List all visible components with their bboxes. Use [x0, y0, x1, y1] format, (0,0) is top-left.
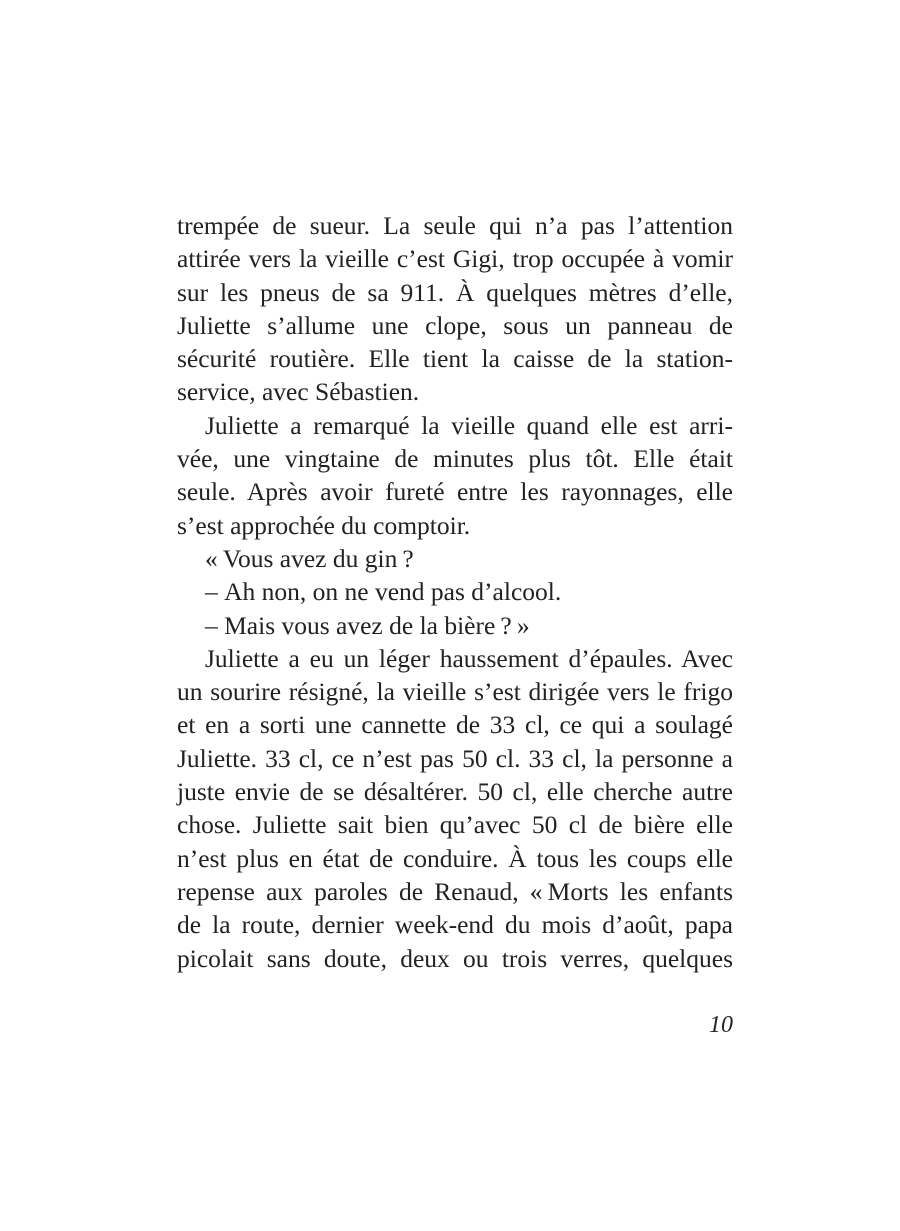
text-line: n’est plus en état de conduire. À tous les coups elle: [177, 843, 733, 873]
text-line: – Mais vous avez de la bière ? »: [205, 610, 530, 640]
text-line: un sourire résigné, la vieille s’est dirigée vers le frigo: [177, 677, 733, 707]
text-line: Juliette. 33 cl, ce n’est pas 50 cl. 33 cl, la personne a: [177, 743, 733, 773]
text-line: Juliette a remarqué la vieille quand elle est arri-: [205, 410, 733, 440]
text-line: vée, une vingtaine de minutes plus tôt. Elle était: [177, 444, 733, 474]
paragraph: [177, 642, 733, 975]
paragraph: [177, 409, 733, 542]
text-line: repense aux paroles de Renaud, « Morts les enfants: [177, 876, 733, 906]
paragraph: [177, 609, 733, 642]
text-line: Juliette s’allume une clope, sous un panneau de: [177, 310, 733, 340]
text-line: picolait sans doute, deux ou trois verres, quelques: [177, 943, 733, 973]
text-line: chose. Juliette sait bien qu’avec 50 cl de bière elle: [177, 810, 733, 840]
text-line: – Ah non, on ne vend pas d’alcool.: [205, 577, 562, 607]
text-line: s’est approchée du comptoir.: [177, 510, 471, 540]
page-number: 10: [709, 1012, 733, 1038]
text-line: sur les pneus de sa 911. À quelques mètres d’elle,: [177, 277, 733, 307]
text-line: Juliette a eu un léger haussement d’épaules. Avec: [205, 643, 733, 673]
text-line: juste envie de se désaltérer. 50 cl, elle cherche autre: [177, 777, 733, 807]
page-text-block: [177, 209, 733, 975]
text-line: « Vous avez du gin ?: [205, 543, 414, 573]
paragraph: [177, 575, 733, 608]
text-line: et en a sorti une cannette de 33 cl, ce qui a soulagé: [177, 710, 733, 740]
text-line: service, avec Sébastien.: [177, 377, 420, 407]
paragraph: [177, 209, 733, 409]
text-line: de la route, dernier week-end du mois d’août, papa: [177, 910, 733, 940]
paragraph: [177, 542, 733, 575]
text-line: sécurité routière. Elle tient la caisse de la station-: [177, 344, 733, 374]
text-line: attirée vers la vieille c’est Gigi, trop occupée à vomir: [177, 244, 733, 274]
text-line: trempée de sueur. La seule qui n’a pas l’attention: [177, 211, 733, 240]
text-line: seule. Après avoir fureté entre les rayonnages, elle: [177, 477, 733, 507]
